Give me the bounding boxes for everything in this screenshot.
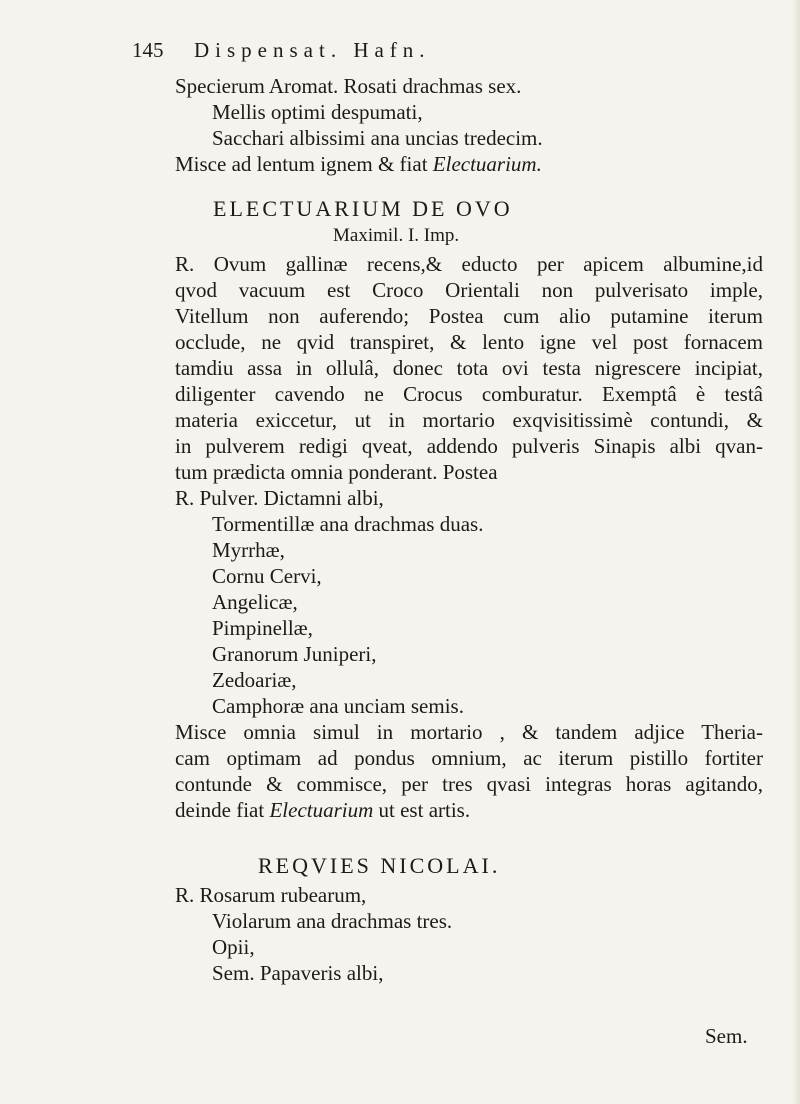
- text-line: R. Ovum gallinæ recens,& educto per apicem albumine,id: [175, 252, 763, 276]
- text-line: Mellis optimi despumati,: [212, 100, 423, 124]
- text-line: Vitellum non auferendo; Postea cum alio putamine iterum: [175, 304, 763, 328]
- section-subheading: Maximil. I. Imp.: [333, 225, 460, 246]
- text-line: diligenter cavendo ne Crocus comburatur. Exemptâ è testâ: [175, 382, 763, 406]
- text-line: Myrrhæ,: [212, 538, 285, 562]
- text-line: Tormentillæ ana drachmas duas.: [212, 512, 484, 536]
- text-line: tamdiu assa in ollulâ, donec tota ovi testa nigrescere incipiat,: [175, 356, 763, 380]
- section-heading: ELECTUARIUM DE OVO: [213, 196, 513, 221]
- text-line: Sacchari albissimi ana uncias tredecim.: [212, 126, 543, 150]
- text-line: Pimpinellæ,: [212, 616, 313, 640]
- text-line: tum prædicta omnia ponderant. Postea: [175, 460, 498, 484]
- section-heading: REQVIES NICOLAI.: [258, 853, 501, 878]
- text-line: Specierum Aromat. Rosati drachmas sex.: [175, 74, 522, 98]
- text-line: cam optimam ad pondus omnium, ac iterum pistillo fortiter: [175, 746, 763, 770]
- text-line: Sem. Papaveris albi,: [212, 961, 384, 985]
- text-line: occlude, ne qvid transpiret, & lento igne vel post fornacem: [175, 330, 763, 354]
- text-line: R. Rosarum rubearum,: [175, 883, 367, 907]
- text-line: Misce omnia simul in mortario , & tandem adjice Theria-: [175, 720, 763, 744]
- catchword: Sem.: [705, 1024, 748, 1048]
- running-head: [132, 40, 431, 61]
- text-line: Angelicæ,: [212, 590, 298, 614]
- text-line: R. Pulver. Dictamni albi,: [175, 486, 384, 510]
- text-line: Granorum Juniperi,: [212, 642, 377, 666]
- text-line: Opii,: [212, 935, 255, 959]
- text-line: deinde fiat Electuarium ut est artis.: [175, 798, 471, 822]
- text-line: materia exiccetur, ut in mortario exqvisitissimè contundi, &: [175, 408, 763, 432]
- text-line: contunde & commisce, per tres qvasi integras horas agitando,: [175, 772, 763, 796]
- page-edge-shadow: [792, 0, 800, 1104]
- text-line: Violarum ana drachmas tres.: [212, 909, 453, 933]
- text-line: in pulverem redigi qveat, addendo pulveris Sinapis albi qvan-: [175, 434, 763, 458]
- text-line: Cornu Cervi,: [212, 564, 322, 588]
- text-line: Zedoariæ,: [212, 668, 297, 692]
- text-line: Camphoræ ana unciam semis.: [212, 694, 464, 718]
- text-line: qvod vacuum est Croco Orientali non pulverisato imple,: [175, 278, 763, 302]
- page-number: 145: [132, 38, 164, 62]
- text-line: Misce ad lentum ignem & fiat Electuarium.: [175, 152, 542, 176]
- running-title: Dispensat. Hafn.: [194, 38, 431, 62]
